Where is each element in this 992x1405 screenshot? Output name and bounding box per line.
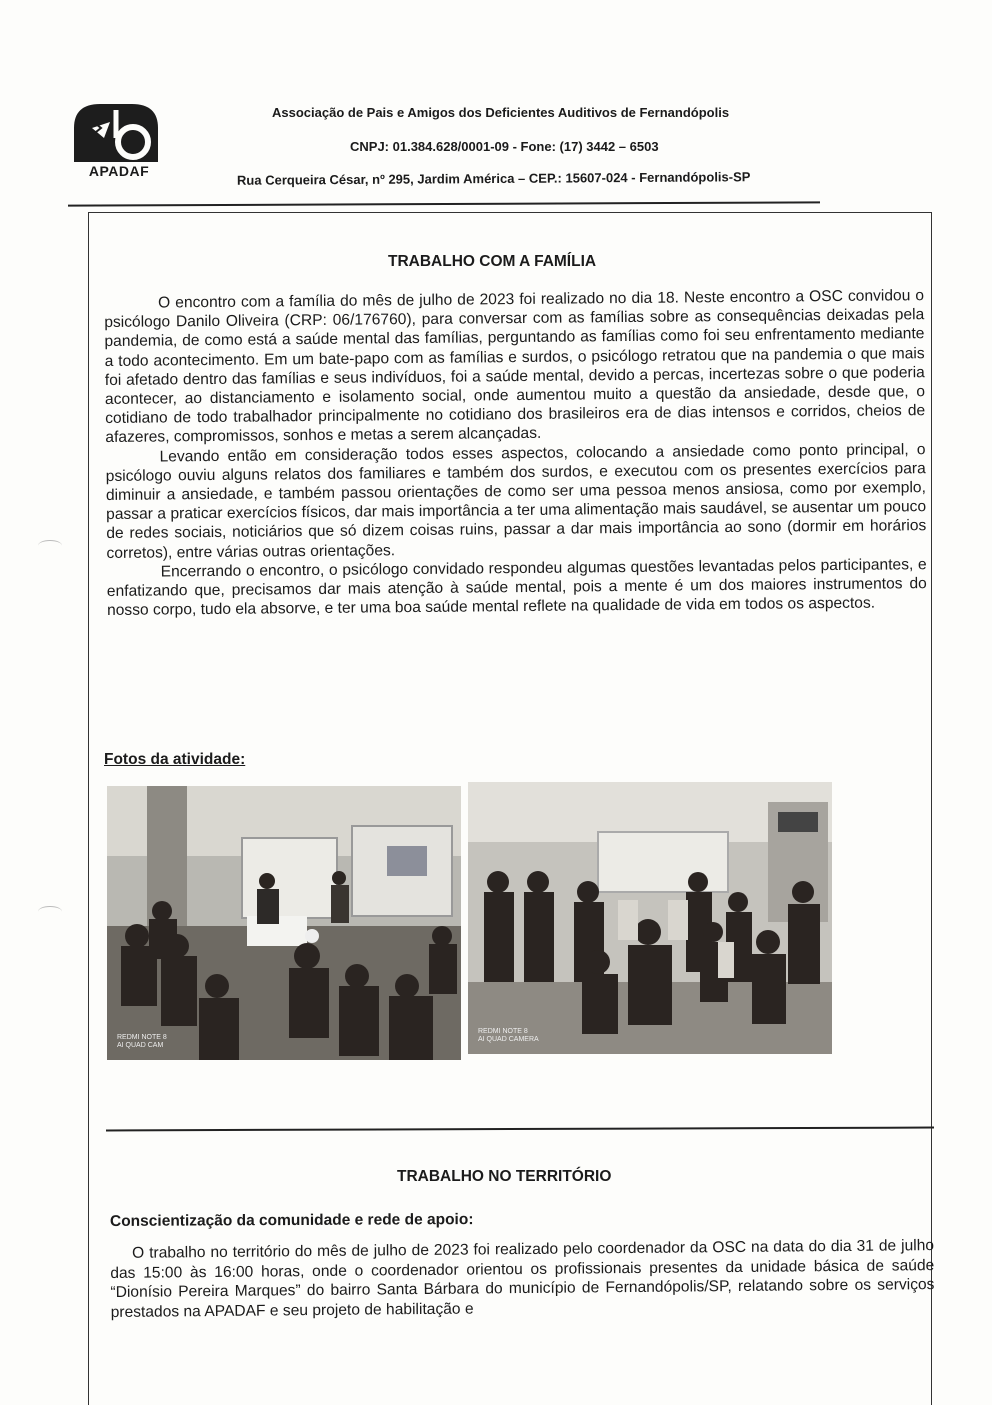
- territory-subtitle: Conscientização da comunidade e rede de apoio:: [109, 1211, 474, 1230]
- apadaf-logo-mark: [70, 98, 162, 168]
- photo-watermark: [478, 1028, 539, 1044]
- organization-address: Rua Cerqueira César, nº 295, Jardim América – CEP.: 15607-024 - Fernandópolis-SP: [236, 169, 751, 188]
- activity-photo-1: [107, 786, 461, 1060]
- photo-watermark: [117, 1034, 167, 1050]
- family-paragraph: Levando então em consideração todos esses aspectos, colocando a ansiedade como ponto principal, o psicólogo ouviu alguns relatos dos familiares e também dos surdos, e executou com os presentes exercícios para diminuir a ansiedade, e também passou orientações de como ser uma pessoa menos ansiosa, como por exemplo, passar a praticar exercícios físicos, dar mais importância a ter uma alimentação mais saudável, se ausentar um pouco de redes sociais, noticiários que só dizem coisas ruins, passar a dar mais importância ao sono (dormir em horários corretos), entre várias outras orientações.: [105, 440, 927, 562]
- activity-photo-2: [468, 782, 832, 1054]
- activity-photo-2-image: [468, 782, 832, 1054]
- logo-wordmark: APADAF: [88, 163, 150, 179]
- watermark-line: AI QUAD CAM: [117, 1042, 164, 1049]
- letterhead-divider: [68, 201, 820, 206]
- watermark-line: REDMI NOTE 8: [117, 1034, 167, 1041]
- section-title-family: TRABALHO COM A FAMÍLIA: [388, 253, 597, 270]
- scan-artifact: [38, 540, 62, 551]
- family-paragraph: O encontro com a família do mês de julho de 2023 foi realizado no dia 18. Neste encontro a OSC convidou o psicólogo Danilo Oliveira (CRP: 06/176760), para conversar com as famílias sobre as consequências deixadas pela pandemia, de como está a saúde mental das famílias, perguntando as famílias como foi seu enfrentamento mediante a todo acontecimento. Em um bate-papo com as famílias e surdos, o psicólogo retratou que na pandemia o que mais foi afetado dentro das famílias e seus indivíduos, foi a saúde mental, devido a percas, incertezas sobre o que poderia acontecer, ao distanciamento e isolamento social, onde aumentou muito a questão da ansiedade, desde que, o cotidiano de todo trabalhador principalmente no cotidiano dos brasileiros era de dias intensos e corridos, cheios de afazeres, compromissos, sonhos e metas a serem alcançadas.: [104, 287, 926, 447]
- watermark-line: AI QUAD CAMERA: [478, 1036, 539, 1043]
- scan-artifact: [38, 906, 62, 917]
- family-section-body: [104, 286, 927, 620]
- organization-cnpj-phone: CNPJ: 01.384.628/0001-09 - Fone: (17) 3442 – 6503: [350, 139, 659, 154]
- organization-name: Associação de Pais e Amigos dos Deficientes Auditivos de Fernandópolis: [272, 105, 730, 120]
- territory-paragraph: O trabalho no território do mês de julho de 2023 foi realizado pelo coordenador da OSC na data do dia 31 de julho das 15:00 às 16:00 horas, onde o coordenador orientou os profissionais presentes da unidade básica de saúde “Dionísio Pereira Marques” do bairro Santa Bárbara do município de Fernandópolis/SP, relatando sobre os serviços prestados na APADAF e seu projeto de habilitação e: [110, 1237, 935, 1321]
- family-paragraph: Encerrando o encontro, o psicólogo convidado respondeu algumas questões levantadas pelos participantes, e enfatizando que, precisamos dar mais atenção à saúde mental, pois a mente é um dos maiores instrumentos do nosso corpo, tudo ela absorve, e ter uma boa saúde mental reflete na qualidade de vida em todos os aspectos.: [106, 555, 927, 620]
- section-title-territory: TRABALHO NO TERRITÓRIO: [397, 1168, 612, 1185]
- territory-section-body: [110, 1236, 935, 1322]
- activity-photo-1-image: [107, 786, 461, 1060]
- photos-label: Fotos da atividade:: [104, 751, 246, 768]
- watermark-line: REDMI NOTE 8: [478, 1028, 528, 1035]
